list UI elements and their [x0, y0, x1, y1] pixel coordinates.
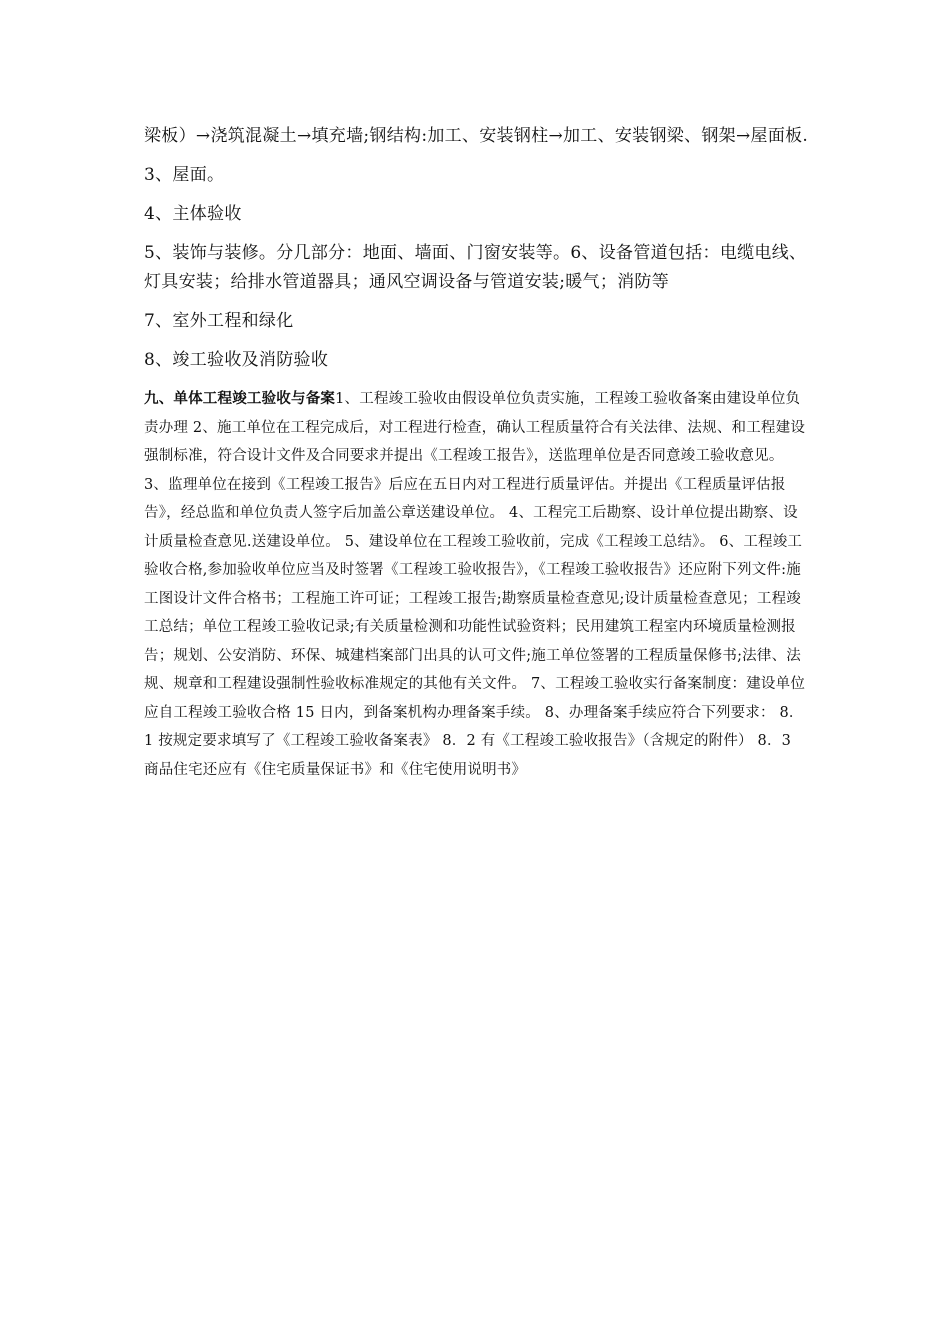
- document-body: [144, 122, 809, 784]
- section-completion-filing: [144, 385, 809, 784]
- paragraph-main-acceptance: 4、主体验收: [144, 204, 242, 224]
- paragraph-completion-fire: 8、竣工验收及消防验收: [144, 350, 329, 370]
- paragraph-outdoor-greening: 7、室外工程和绿化: [144, 311, 294, 331]
- section-heading: 九、单体工程竣工验收与备案: [144, 390, 336, 407]
- paragraph-decoration-equipment: 5、装饰与装修。分几部分：地面、墙面、门窗安装等。6、设备管道包括：电缆电线、灯具安装；给排水管道器具；通风空调设备与管道安装;暖气；消防等: [144, 243, 807, 292]
- paragraph-construction-sequence: 梁板）→浇筑混凝土→填充墙;钢结构:加工、安装钢柱→加工、安装钢梁、钢架→屋面板.: [144, 126, 809, 146]
- paragraph-roof: 3、屋面。: [144, 165, 225, 185]
- section-body: 1、工程竣工验收由假设单位负责实施，工程竣工验收备案由建设单位负责办理 2、施工单位在工程完成后，对工程进行检查，确认工程质量符合有关法律、法规、和工程建设强制标准，符合设计文件及合同要求并提出《工程竣工报告》，送监理单位是否同意竣工验收意见。 3、监理单位在接到《工程竣工报告》后应在五日内对工程进行质量评估。并提出《工程质量评估报告》，经总监和单位负责人签字后加盖公章送建设单位。 4、工程完工后勘察、设计单位提出勘察、设计质量检查意见.送建设单位。 5、建设单位在工程竣工验收前，完成《工程竣工总结》。 6、工程竣工验收合格,参加验收单位应当及时签署《工程竣工验收报告》，《工程竣工验收报告》还应附下列文件:施工图设计文件合格书；工程施工许可证；工程竣工报告;勘察质量检查意见;设计质量检查意见；工程竣工总结；单位工程竣工验收记录;有关质量检测和功能性试验资料；民用建筑工程室内环境质量检测报告；规划、公安消防、环保、城建档案部门出具的认可文件;施工单位签署的工程质量保修书;法律、法规、规章和工程建设强制性验收标准规定的其他有关文件。 7、工程竣工验收实行备案制度：建设单位应自工程竣工验收合格 15 日内，到备案机构办理备案手续。 8、办理备案手续应符合下列要求： 8．1 按规定要求填写了《工程竣工验收备案表》 8．2 有《工程竣工验收报告》（含规定的附件） 8．3 商品住宅还应有《住宅质量保证书》和《住宅使用说明书》: [144, 391, 806, 778]
